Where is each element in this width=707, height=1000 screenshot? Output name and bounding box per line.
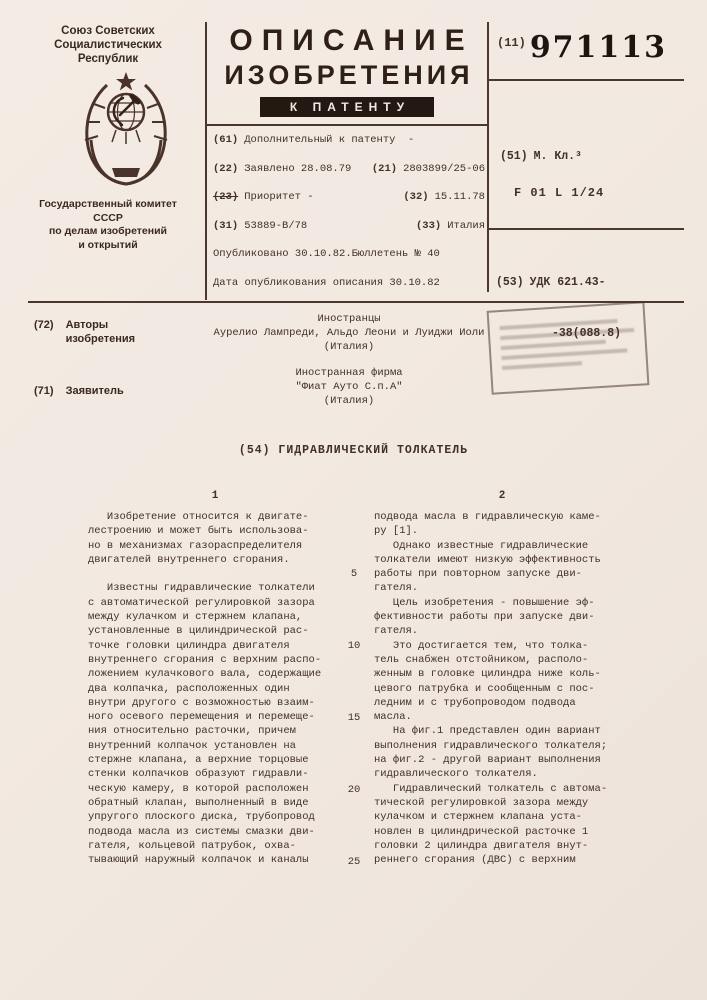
field-value: Дополнительный к патенту -: [244, 134, 415, 146]
authors-label: (72) Авторы изобретения: [34, 319, 136, 345]
divider-header-bottom: [28, 301, 684, 303]
field-code: (61): [213, 134, 239, 146]
field-value: Заявлено 28.08.79: [244, 162, 352, 175]
field-code: (33): [415, 219, 442, 232]
field-51: [500, 150, 582, 163]
document-title-line2: ИЗОБРЕТЕНИЯ: [224, 60, 474, 90]
field-31-33: [213, 219, 485, 233]
line-number: 10: [347, 640, 361, 652]
applicant-label: (71) Заявитель: [34, 385, 124, 397]
divider: [488, 79, 684, 81]
field-code: (71): [34, 385, 54, 397]
applicant-value: Иностранная фирма "Фиат Ауто С.п.А" (Италия): [295, 367, 403, 407]
union-name: Союз Советских Социалистических Республик: [54, 25, 162, 65]
field-code: (32): [403, 191, 429, 203]
publication-number: [497, 30, 667, 65]
authors-value: Иностранцы Аурелио Лампреди, Альдо Леони и Луиджи Иоли (Италия): [213, 313, 485, 353]
field-code: (22): [213, 162, 239, 175]
field-code: (21): [371, 162, 398, 175]
line-number: 5: [350, 568, 358, 580]
field-code: (53): [496, 276, 524, 289]
field-value: 2803899/25-06: [403, 162, 485, 175]
field-code: (51): [500, 150, 528, 163]
divider-vertical-right: [487, 22, 489, 292]
field-value: Опубликовано 30.10.82.Бюллетень № 40: [213, 248, 440, 260]
column-number-1: 1: [211, 490, 219, 502]
field-value: Приоритет -: [244, 191, 314, 203]
field-value: М. Кл.³: [533, 150, 582, 163]
field-published: [213, 247, 485, 261]
patent-label: К ПАТЕНТУ: [260, 97, 434, 117]
document-title-line1: ОПИСАНИЕ: [229, 24, 474, 57]
field-value: -38(088.8): [552, 327, 622, 340]
column-number-2: 2: [498, 490, 506, 502]
state-committee: Государственный комитет СССР по делам изобретений и открытий: [39, 198, 177, 251]
divider: [488, 228, 684, 230]
field-value: УДК 621.43-: [529, 276, 606, 289]
field-value: Дата опубликования описания 30.10.82: [213, 276, 440, 289]
field-value: Италия: [447, 219, 485, 232]
field-value: 53889-В/78: [244, 219, 308, 232]
ink-stamp: [487, 301, 650, 394]
field-code: (72): [34, 319, 54, 331]
body-column-2: подвода масла в гидравлическую каме- ру [1]. Однако известные гидравлические толкатели имеют низкую эффективность работы при повторном запуске дви- гателя. Цель изобретения - повышение эф- фективности работы при запуске дви- гателя. Это достигается тем, что толка- тель снабжен отстойником, располо- женным в головке цилиндра ниже коль- цевого патрубка и сообщенным с пос- ледним и с трубопроводом подвода масла. На фиг.1 представлен один вариант выполнения гидравлического толкателя; на фиг.2 - другой вариант выполнения гидравлического толкателя. Гидравлический толкатель с автома- тической регулировкой зазора между кулачком и стержнем клапана уста- новлен в цилиндрической расточке 1 головки 2 цилиндра двигателя внут- реннего сгорания (ДВС) с верхним: [374, 511, 608, 867]
field-61: [213, 133, 485, 147]
field-code: (23): [213, 191, 239, 203]
field-value: 15.11.78: [434, 191, 485, 203]
line-number: 25: [347, 856, 361, 868]
publication-number-value: 971113: [529, 30, 668, 65]
field-code: (31): [213, 219, 239, 232]
divider: [206, 124, 487, 126]
field-23-32: [213, 190, 485, 204]
body-column-1: Изобретение относится к двигате- лестроению и может быть использова- но в механизмах газораспределителя двигателей внутреннего сгорания. Известны гидравлические толкатели с автоматической регулировкой зазора между кулачком и стержнем клапана, установленные в цилиндрической рас- точке головки цилиндра двигателя внутреннего сгорания с верхним распо- ложением кулачкового вала, содержащие два колпачка, расположенных один внутри другого с возможностью взаим- ного осевого перемещения и перемеще- ния относительно расточки, причем внутренний колпачок установлен на стержне клапана, а верхние торцовые стенки колпачков образуют гидравли- ческую камеру, в которой расположен обратный клапан, выполненный в виде упругого плоского диска, трубопровод подвода масла из системы смазки дви- гателя, кольцевой патрубок, охва- тывающий наружный колпачок и каналы: [88, 511, 322, 867]
field-pub-date: [213, 276, 485, 290]
ipc-class: F 01 L 1/24: [514, 186, 605, 200]
field-code: (11): [497, 36, 526, 50]
soviet-emblem-icon: [76, 70, 176, 192]
invention-title: (54) ГИДРАВЛИЧЕСКИЙ ТОЛКАТЕЛЬ: [238, 444, 469, 457]
bibliographic-fields: [213, 133, 485, 304]
star-icon: [116, 72, 136, 91]
line-number: 20: [347, 784, 361, 796]
field-22-21: [213, 162, 485, 176]
line-number: 15: [347, 712, 361, 724]
